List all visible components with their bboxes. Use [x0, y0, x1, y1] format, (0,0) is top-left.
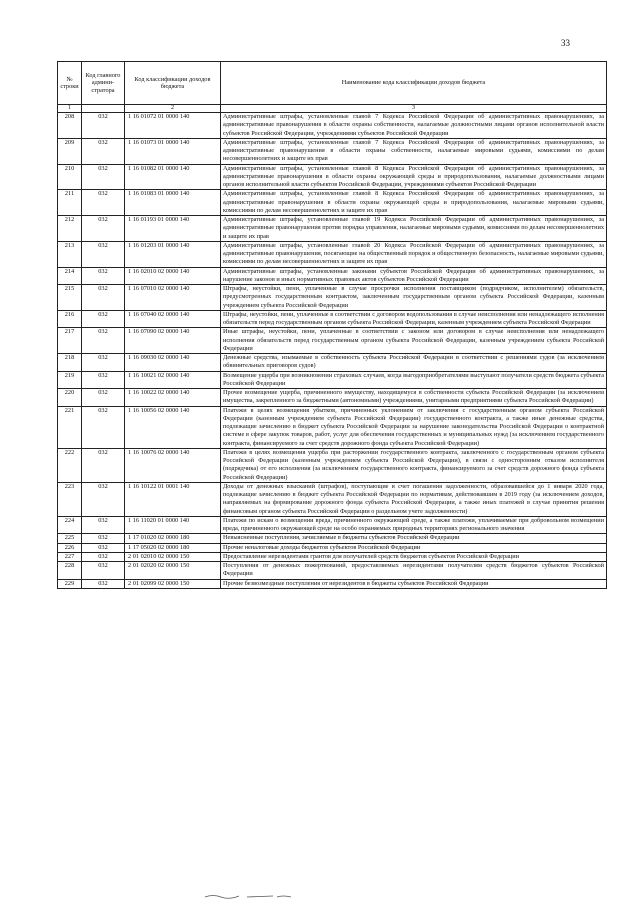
- row-number: 229: [58, 579, 82, 588]
- admin-code: 032: [82, 562, 125, 580]
- code-name: Административные штрафы, установленные главой 8 Кодекса Российской Федерации об административных правонарушениях, за административные правонарушения в области охраны окружающей среды и природопользования, налагаемые мировыми судьями, комиссиями по делам несовершеннолетних и защите их прав: [221, 190, 607, 216]
- header-classification-code: Код классификации доходов бюджета: [125, 62, 221, 105]
- header-code-name: Наименование кода классификации доходов бюджета: [221, 62, 607, 105]
- classification-code: 1 16 01073 01 0000 140: [125, 138, 221, 164]
- row-number: 208: [58, 113, 82, 139]
- row-number: 227: [58, 552, 82, 561]
- admin-code: 032: [82, 328, 125, 354]
- column-index-row: [58, 105, 607, 113]
- table-row: [58, 406, 607, 448]
- code-name: Невыясненные поступления, зачисляемые в бюджеты субъектов Российской Федерации: [221, 534, 607, 543]
- code-name: Административные штрафы, установленные главой 20 Кодекса Российской Федерации об административных правонарушениях, за административные правонарушения, посягающие на общественный порядок и общественную безопасность, налагаемые мировыми судьями, комиссиями по делам несовершеннолетних и защите их прав: [221, 241, 607, 267]
- classification-code: 1 16 01193 01 0000 140: [125, 216, 221, 242]
- admin-code: 032: [82, 190, 125, 216]
- code-name: Возмещение ущерба при возникновении страховых случаев, когда выгодоприобретателями выступают получатели средств бюджета субъекта Российской Федерации: [221, 371, 607, 389]
- table-row: [58, 310, 607, 328]
- admin-code: 032: [82, 354, 125, 372]
- column-index: 1: [58, 105, 82, 113]
- table-row: [58, 389, 607, 407]
- admin-code: 032: [82, 113, 125, 139]
- classification-code: 1 16 11020 01 0000 140: [125, 516, 221, 534]
- code-name: Административные штрафы, установленные главой 7 Кодекса Российской Федерации об административных правонарушениях, за административные правонарушения в области охраны собственности, налагаемые мировыми судьями, комиссиями по делам несовершеннолетних и защите их прав: [221, 138, 607, 164]
- table-row: [58, 543, 607, 552]
- table-row: [58, 482, 607, 516]
- table-row: [58, 354, 607, 372]
- row-number: 215: [58, 285, 82, 311]
- classification-code: 1 16 07040 02 0000 140: [125, 310, 221, 328]
- classification-code: 2 01 02010 02 0000 150: [125, 552, 221, 561]
- classification-code: 1 17 05020 02 0000 180: [125, 543, 221, 552]
- table-row: [58, 579, 607, 588]
- code-name: Административные штрафы, установленные главой 19 Кодекса Российской Федерации об административных правонарушениях, за административные правонарушения против порядка управления, налагаемые мировыми судьями, комиссиями по делам несовершеннолетних и защите их прав: [221, 216, 607, 242]
- table-row: [58, 190, 607, 216]
- admin-code: 032: [82, 216, 125, 242]
- code-name: Денежные средства, изымаемые в собственность субъекта Российской Федерации в соответствии с решениями судов (за исключением обвинительных приговоров судов): [221, 354, 607, 372]
- admin-code: 032: [82, 448, 125, 482]
- row-number: 213: [58, 241, 82, 267]
- row-number: 214: [58, 267, 82, 285]
- classification-code: 2 01 02020 02 0000 150: [125, 562, 221, 580]
- table-row: [58, 164, 607, 190]
- code-name: Административные штрафы, установленные главой 8 Кодекса Российской Федерации об административных правонарушениях, за административные правонарушения в области охраны окружающей среды и природопользования, налагаемые должностными лицами органов исполнительной власти субъектов Российской Федерации, учреждениями субъектов Российской Федерации: [221, 164, 607, 190]
- row-number: 219: [58, 371, 82, 389]
- table-row: [58, 371, 607, 389]
- code-name: Штрафы, неустойки, пени, уплаченные в соответствии с договором водопользования в случае неисполнения или ненадлежащего исполнения обязательств перед государственным органом субъекта Российской Федерации, казенным учреждением субъекта Российской Федерации: [221, 310, 607, 328]
- code-name: Административные штрафы, установленные законами субъектов Российской Федерации об административных правонарушениях, за нарушение законов и иных нормативных правовых актов субъектов Российской Федерации: [221, 267, 607, 285]
- row-number: 212: [58, 216, 82, 242]
- row-number: 211: [58, 190, 82, 216]
- classification-code: 1 16 01083 01 0000 140: [125, 190, 221, 216]
- code-name: Платежи в целях возмещения убытков, причиненных уклонением от заключения с государственным органом субъекта Российской Федерации (казенным учреждением субъекта Российской Федерации) государственного контракта, а также иные денежные средства, подлежащие зачислению в бюджет субъекта Российской Федерации за нарушение законодательства Российской Федерации о контрактной системе в сфере закупок товаров, работ, услуг для обеспечения государственных и муниципальных нужд (за исключением государственного контракта, финансируемого за счет средств дорожного фонда субъекта Российской Федерации): [221, 406, 607, 448]
- row-number: 216: [58, 310, 82, 328]
- code-name: Прочие безвозмездные поступления от нерезидентов в бюджеты субъектов Российской Федерации: [221, 579, 607, 588]
- admin-code: 032: [82, 310, 125, 328]
- classification-code: 1 16 01082 01 0000 140: [125, 164, 221, 190]
- row-number: 228: [58, 562, 82, 580]
- admin-code: 032: [82, 516, 125, 534]
- admin-code: 032: [82, 285, 125, 311]
- classification-code: 1 16 07090 02 0000 140: [125, 328, 221, 354]
- code-name: Штрафы, неустойки, пени, уплаченные в случае просрочки исполнения поставщиком (подрядчиком, исполнителем) обязательств, предусмотренных государственным контрактом, заключенным государственным органом субъекта Российской Федерации, казенным учреждением субъекта Российской Федерации: [221, 285, 607, 311]
- code-name: Прочие неналоговые доходы бюджетов субъектов Российской Федерации: [221, 543, 607, 552]
- table-row: [58, 113, 607, 139]
- code-name: Предоставление нерезидентами грантов для получателей средств бюджетов субъектов Российской Федерации: [221, 552, 607, 561]
- table-row: [58, 267, 607, 285]
- admin-code: 032: [82, 241, 125, 267]
- table-row: [58, 534, 607, 543]
- admin-code: 032: [82, 406, 125, 448]
- classification-code: 1 16 10056 02 0000 140: [125, 406, 221, 448]
- classification-code: 1 16 07010 02 0000 140: [125, 285, 221, 311]
- classification-code: 1 16 01203 01 0000 140: [125, 241, 221, 267]
- row-number: 209: [58, 138, 82, 164]
- table-row: [58, 328, 607, 354]
- code-name: Платежи в целях возмещения ущерба при расторжении государственного контракта, заключенного с государственным органом субъекта Российской Федерации (казенным учреждением субъекта Российской Федерации), в связи с односторонним отказом исполнителя (подрядчика) от его исполнения (за исключением государственного контракта, финансируемого за счет средств дорожного фонда субъекта Российской Федерации): [221, 448, 607, 482]
- row-number: 226: [58, 543, 82, 552]
- row-number: 217: [58, 328, 82, 354]
- row-number: 222: [58, 448, 82, 482]
- row-number: 221: [58, 406, 82, 448]
- classification-code: 1 17 01020 02 0000 180: [125, 534, 221, 543]
- row-number: 223: [58, 482, 82, 516]
- column-index: 2: [125, 105, 221, 113]
- admin-code: 032: [82, 534, 125, 543]
- classification-code: 1 16 09030 02 0000 140: [125, 354, 221, 372]
- page-number: 33: [561, 38, 570, 48]
- row-number: 224: [58, 516, 82, 534]
- column-index: [82, 105, 125, 113]
- table-row: [58, 552, 607, 561]
- table-row: [58, 138, 607, 164]
- revenue-classification-table: [57, 61, 607, 589]
- table-row: [58, 241, 607, 267]
- classification-code: 1 16 10022 02 0000 140: [125, 389, 221, 407]
- code-name: Доходы от денежных взысканий (штрафов), поступающие в счет погашения задолженности, образовавшейся до 1 января 2020 года, подлежащие зачислению в бюджет субъекта Российской Федерации по нормативам, действовавшим в 2019 году (за исключением доходов, направляемых на формирование дорожного фонда субъекта Российской Федерации, а также иных платежей в случае принятия решения финансовым органом субъекта Российской Федерации о раздельном учете задолженности): [221, 482, 607, 516]
- header-admin-code: Код главного админи-стратора: [82, 62, 125, 105]
- admin-code: 032: [82, 138, 125, 164]
- classification-code: 1 16 10076 02 0000 140: [125, 448, 221, 482]
- column-index: 3: [221, 105, 607, 113]
- table-row: [58, 516, 607, 534]
- table-row: [58, 448, 607, 482]
- table-row: [58, 285, 607, 311]
- header-row-number: № строки: [58, 62, 82, 105]
- code-name: Прочее возмещение ущерба, причиненного имуществу, находящемуся в собственности субъекта Российской Федерации (за исключением имущества, закрепленного за бюджетными (автономными) учреждениями, унитарными предприятиями субъекта Российской Федерации): [221, 389, 607, 407]
- row-number: 220: [58, 389, 82, 407]
- code-name: Поступления от денежных пожертвований, предоставляемых нерезидентами получателям средств бюджетов субъектов Российской Федерации: [221, 562, 607, 580]
- code-name: Административные штрафы, установленные главой 7 Кодекса Российской Федерации об административных правонарушениях, за административные правонарушения в области охраны собственности, налагаемые должностными лицами органов исполнительной власти субъектов Российской Федерации, учреждениями субъектов Российской Федерации: [221, 113, 607, 139]
- footer-scribble: [203, 893, 293, 899]
- row-number: 210: [58, 164, 82, 190]
- row-number: 218: [58, 354, 82, 372]
- admin-code: 032: [82, 543, 125, 552]
- admin-code: 032: [82, 164, 125, 190]
- row-number: 225: [58, 534, 82, 543]
- admin-code: 032: [82, 579, 125, 588]
- classification-code: 1 16 02010 02 0000 140: [125, 267, 221, 285]
- admin-code: 032: [82, 389, 125, 407]
- table-body: [58, 113, 607, 589]
- table-header-row: [58, 62, 607, 105]
- admin-code: 032: [82, 482, 125, 516]
- code-name: Иные штрафы, неустойки, пени, уплаченные в соответствии с законом или договором в случае неисполнения или ненадлежащего исполнения обязательств перед государственным органом субъекта Российской Федерации, казенным учреждением субъекта Российской Федерации: [221, 328, 607, 354]
- code-name: Платежи по искам о возмещении вреда, причиненного окружающей среде, а также платежи, уплачиваемые при добровольном возмещении вреда, причиненного окружающей среде на особо охраняемых природных территориях регионального значения: [221, 516, 607, 534]
- table-row: [58, 562, 607, 580]
- admin-code: 032: [82, 552, 125, 561]
- admin-code: 032: [82, 371, 125, 389]
- classification-code: 2 01 02099 02 0000 150: [125, 579, 221, 588]
- table-row: [58, 216, 607, 242]
- admin-code: 032: [82, 267, 125, 285]
- classification-code: 1 16 10021 02 0000 140: [125, 371, 221, 389]
- classification-code: 1 16 01072 01 0000 140: [125, 113, 221, 139]
- classification-code: 1 16 10122 01 0001 140: [125, 482, 221, 516]
